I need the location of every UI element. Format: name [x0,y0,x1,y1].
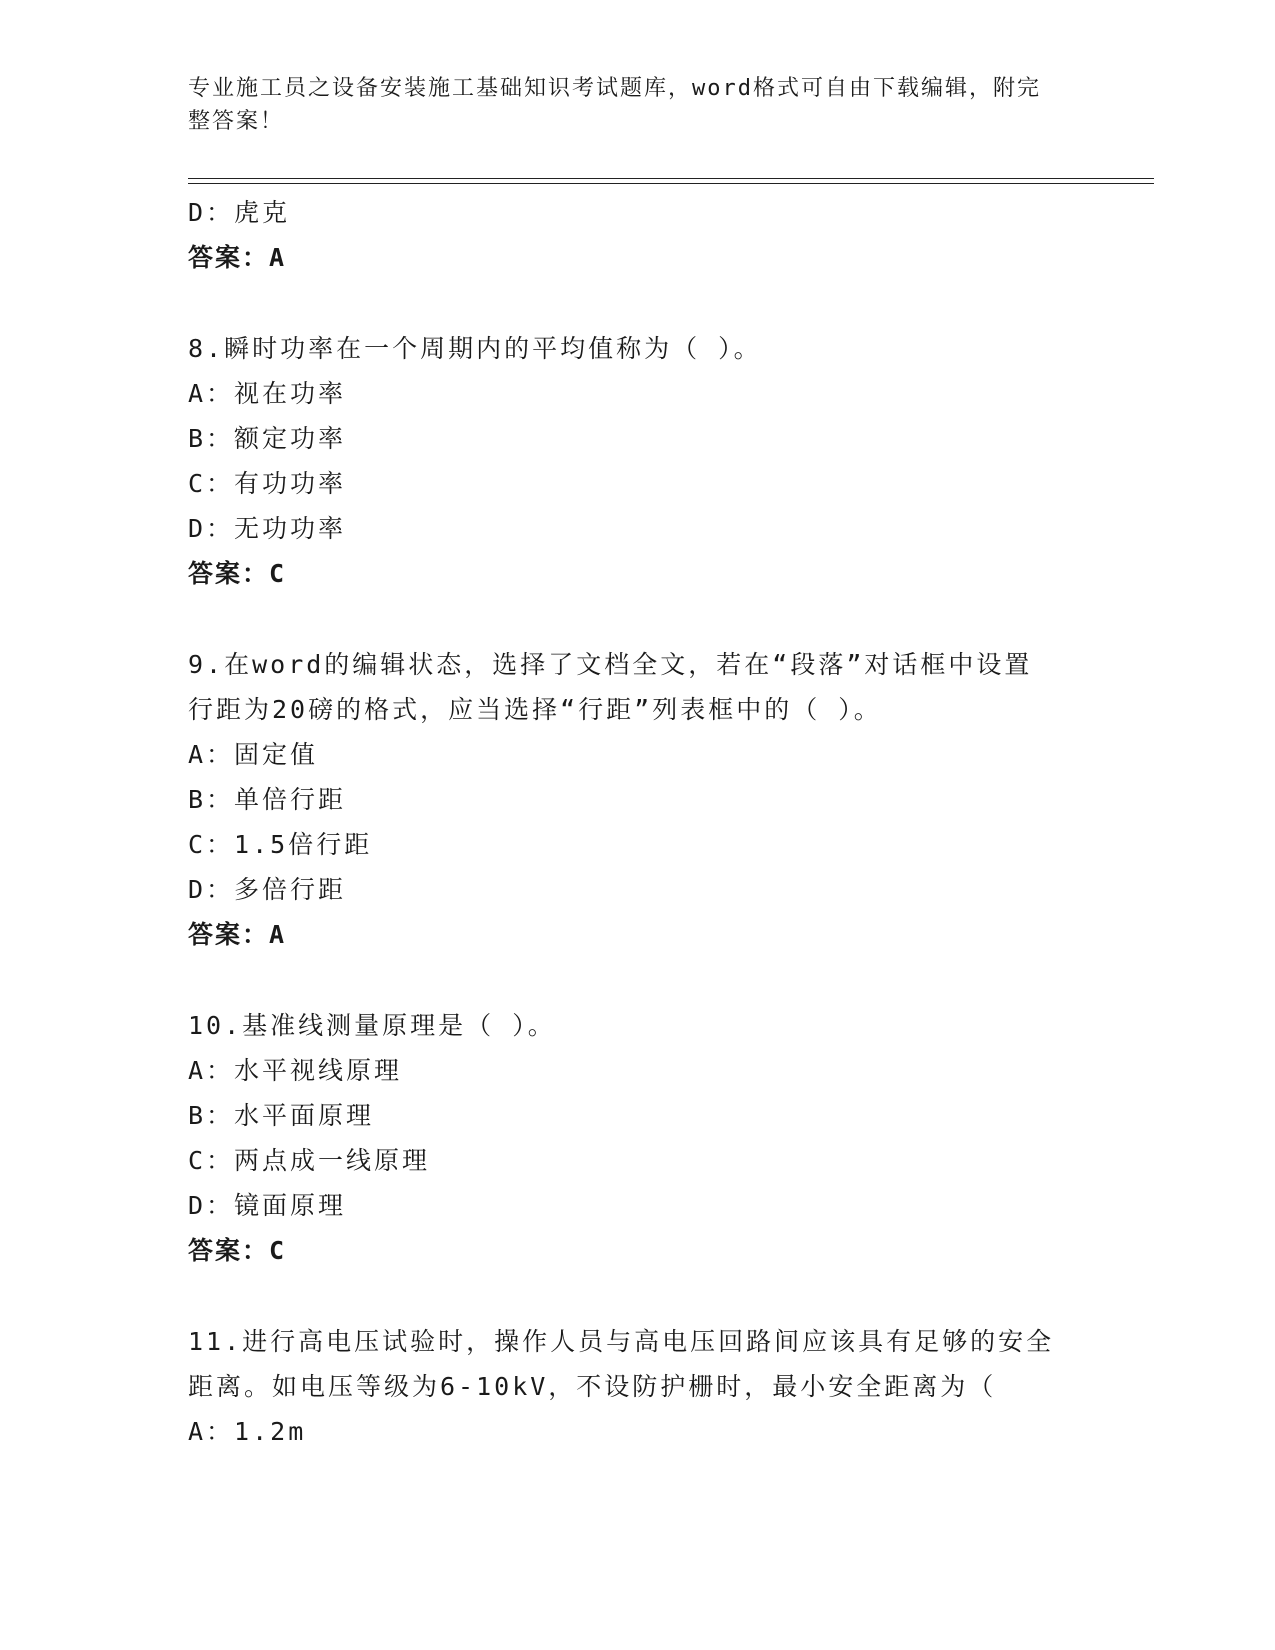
question-9-text-line2: 行距为20磅的格式，应当选择“行距”列表框中的（ ）。 [188,695,882,724]
question-8-answer: 答案：C [188,559,287,588]
question-8-option-a: A：视在功率 [188,379,347,408]
question-10-text: 10.基准线测量原理是（ ）。 [188,1011,556,1040]
question-11 [188,1319,1088,1454]
header-title-line2: 整答案！ [188,109,285,134]
question-9-option-a: A：固定值 [188,740,319,769]
question-8-text: 8.瞬时功率在一个周期内的平均值称为（ ）。 [188,334,762,363]
question-10-answer: 答案：C [188,1236,287,1265]
prev-option-d: D：虎克 [188,198,291,227]
document-body [188,190,1088,1454]
question-9-option-c: C：1.5倍行距 [188,830,373,859]
question-10-option-c: C：两点成一线原理 [188,1146,431,1175]
question-9-option-d: D：多倍行距 [188,875,347,904]
question-9-answer: 答案：A [188,920,287,949]
document-header [188,72,1068,138]
question-11-text-line1: 11.进行高电压试验时，操作人员与高电压回路间应该具有足够的安全 [188,1327,1055,1356]
question-10-option-a: A：水平视线原理 [188,1056,403,1085]
header-divider-top [188,178,1154,179]
prev-answer: 答案：A [188,243,287,272]
header-title-line1: 专业施工员之设备安装施工基础知识考试题库，word格式可自由下载编辑，附完 [188,76,1041,101]
question-8-option-b: B：额定功率 [188,424,347,453]
question-11-option-a: A：1.2m [188,1417,307,1446]
question-11-text-line2: 距离。如电压等级为6-10kV，不设防护栅时，最小安全距离为（ [188,1372,997,1401]
question-10-option-b: B：水平面原理 [188,1101,375,1130]
question-8-option-d: D：无功功率 [188,514,347,543]
question-9 [188,642,1088,957]
question-10 [188,1003,1088,1273]
question-10-option-d: D：镜面原理 [188,1191,347,1220]
question-8-option-c: C：有功功率 [188,469,347,498]
question-9-text-line1: 9.在word的编辑状态，选择了文档全文，若在“段落”对话框中设置 [188,650,1033,679]
header-divider-bottom [188,183,1154,184]
question-9-option-b: B：单倍行距 [188,785,347,814]
question-8 [188,326,1088,596]
